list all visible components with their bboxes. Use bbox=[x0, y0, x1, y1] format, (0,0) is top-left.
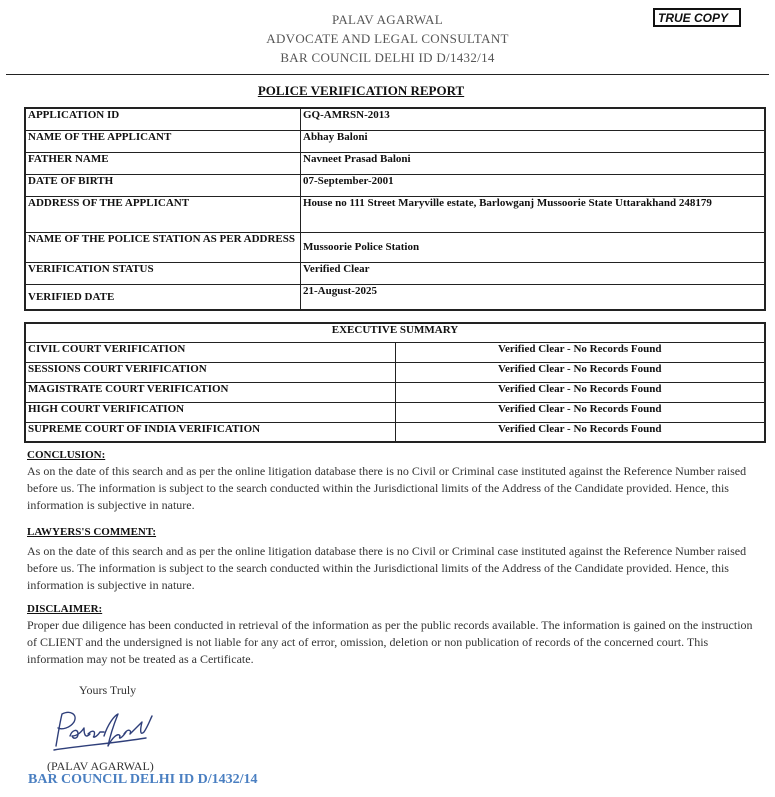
advocate-designation: ADVOCATE AND LEGAL CONSULTANT bbox=[266, 31, 509, 46]
detail-value: House no 111 Street Maryville estate, Barlowganj Mussoorie State Uttarakhand 248179 bbox=[301, 196, 766, 232]
disclaimer-heading: DISCLAIMER: bbox=[27, 603, 103, 615]
closing-salutation: Yours Truly bbox=[79, 683, 137, 697]
executive-summary-table bbox=[24, 322, 766, 443]
summary-value: Verified Clear - No Records Found bbox=[395, 342, 765, 362]
summary-value: Verified Clear - No Records Found bbox=[395, 422, 765, 442]
table-row bbox=[25, 174, 765, 196]
table-header-row bbox=[25, 323, 765, 342]
header-divider bbox=[6, 74, 769, 75]
disclaimer-text: Proper due diligence has been conducted in retrieval of the information as per the public records available. The information is gained on the instruction of CLIENT and the undersigned is not liable for any act of error, omission, deletion or non publication of records of the concerned court. This information may not be treated as a Certificate. bbox=[27, 618, 753, 666]
table-row bbox=[25, 108, 765, 130]
summary-label: HIGH COURT VERIFICATION bbox=[25, 402, 395, 422]
detail-label: VERIFIED DATE bbox=[25, 284, 301, 310]
true-copy-stamp: TRUE COPY bbox=[653, 8, 741, 27]
detail-label: APPLICATION ID bbox=[25, 108, 301, 130]
advocate-name: PALAV AGARWAL bbox=[332, 12, 443, 27]
table-row bbox=[25, 422, 765, 442]
summary-value: Verified Clear - No Records Found bbox=[395, 402, 765, 422]
lawyers-comment-heading: LAWYERS'S COMMENT: bbox=[27, 526, 157, 538]
summary-label: CIVIL COURT VERIFICATION bbox=[25, 342, 395, 362]
summary-label: MAGISTRATE COURT VERIFICATION bbox=[25, 382, 395, 402]
table-row bbox=[25, 402, 765, 422]
table-row bbox=[25, 232, 765, 262]
detail-value: 07-September-2001 bbox=[301, 174, 766, 196]
table-row bbox=[25, 262, 765, 284]
summary-value: Verified Clear - No Records Found bbox=[395, 362, 765, 382]
detail-value: Abhay Baloni bbox=[301, 130, 766, 152]
table-row bbox=[25, 152, 765, 174]
detail-label: NAME OF THE APPLICANT bbox=[25, 130, 301, 152]
detail-value: Navneet Prasad Baloni bbox=[301, 152, 766, 174]
conclusion-heading: CONCLUSION: bbox=[27, 449, 106, 461]
table-row bbox=[25, 196, 765, 232]
signer-name: (PALAV AGARWAL) bbox=[47, 759, 154, 773]
lawyers-comment-text: As on the date of this search and as per the online litigation database there is no Civil or Criminal case instituted against the Reference Number raised before us. The information is subject to the search conducted within the Jurisdictional limits of the Address of the Candidate provided. Hence, this information is subjective in nature. bbox=[27, 544, 747, 592]
detail-value: GQ-AMRSN-2013 bbox=[301, 108, 766, 130]
table-row bbox=[25, 362, 765, 382]
detail-label: VERIFICATION STATUS bbox=[25, 262, 301, 284]
detail-value: Mussoorie Police Station bbox=[301, 232, 766, 262]
advocate-bar-id: BAR COUNCIL DELHI ID D/1432/14 bbox=[280, 50, 495, 65]
detail-label: DATE OF BIRTH bbox=[25, 174, 301, 196]
conclusion-text: As on the date of this search and as per the online litigation database there is no Civil or Criminal case instituted against the Reference Number raised before us. The information is subject to the search conducted within the Jurisdictional limits of the Address of the Candidate provided. Hence, this information is subjective in nature. bbox=[27, 464, 747, 512]
detail-value: Verified Clear bbox=[301, 262, 766, 284]
table-row bbox=[25, 382, 765, 402]
summary-value: Verified Clear - No Records Found bbox=[395, 382, 765, 402]
applicant-details-table bbox=[24, 107, 766, 311]
detail-value: 21-August-2025 bbox=[301, 284, 766, 310]
detail-label: FATHER NAME bbox=[25, 152, 301, 174]
table-row bbox=[25, 342, 765, 362]
detail-label: ADDRESS OF THE APPLICANT bbox=[25, 196, 301, 232]
summary-heading: EXECUTIVE SUMMARY bbox=[25, 323, 765, 342]
detail-label: NAME OF THE POLICE STATION AS PER ADDRESS bbox=[25, 232, 301, 262]
signer-bar-id: BAR COUNCIL DELHI ID D/1432/14 bbox=[28, 772, 258, 787]
report-title: POLICE VERIFICATION REPORT bbox=[257, 83, 465, 98]
table-row bbox=[25, 284, 765, 310]
summary-label: SESSIONS COURT VERIFICATION bbox=[25, 362, 395, 382]
handwritten-signature bbox=[48, 706, 158, 761]
signature-graphic bbox=[48, 706, 158, 756]
summary-label: SUPREME COURT OF INDIA VERIFICATION bbox=[25, 422, 395, 442]
table-row bbox=[25, 130, 765, 152]
